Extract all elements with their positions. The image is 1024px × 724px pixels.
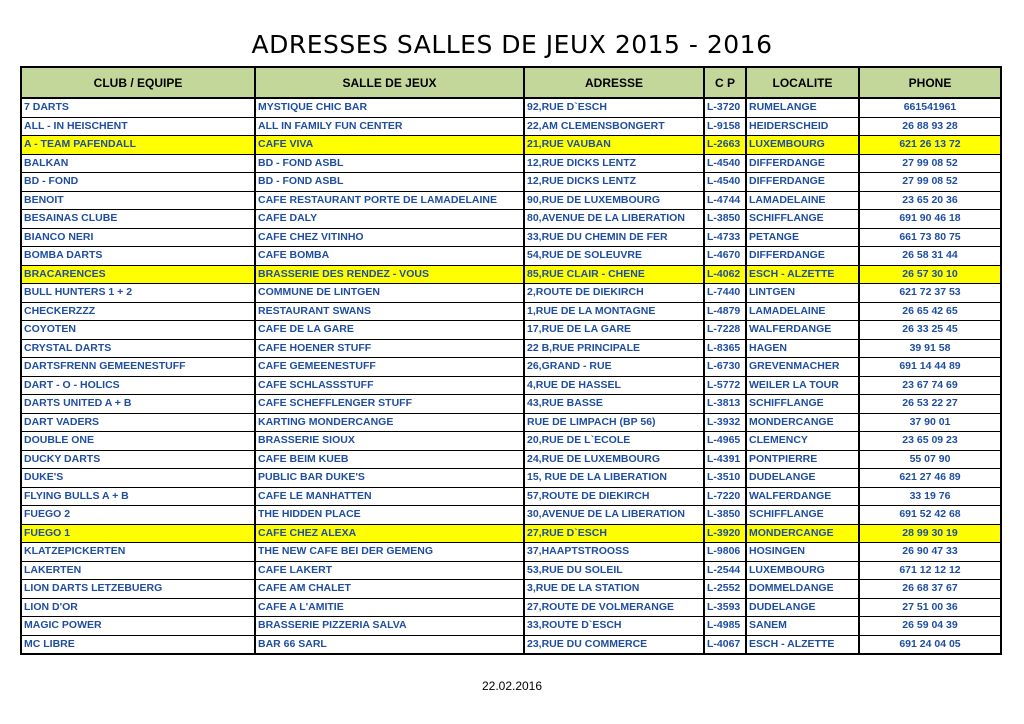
table-row <box>21 413 1001 432</box>
table-row <box>21 284 1001 303</box>
cell-club: CRYSTAL DARTS <box>21 339 255 358</box>
cell-localite: HAGEN <box>746 339 859 358</box>
cell-cp: L-2544 <box>704 561 746 580</box>
cell-club: BOMBA DARTS <box>21 247 255 266</box>
cell-salle: THE HIDDEN PLACE <box>255 506 524 525</box>
cell-club: MAGIC POWER <box>21 617 255 636</box>
cell-salle: CAFE BOMBA <box>255 247 524 266</box>
cell-cp: L-8365 <box>704 339 746 358</box>
column-header-club: CLUB / EQUIPE <box>21 67 255 98</box>
cell-phone: 26 33 25 45 <box>859 321 1001 340</box>
cell-phone: 661 73 80 75 <box>859 228 1001 247</box>
cell-salle: CAFE VIVA <box>255 136 524 155</box>
cell-phone: 27 51 00 36 <box>859 598 1001 617</box>
cell-salle: CAFE SCHLASSSTUFF <box>255 376 524 395</box>
cell-salle: ALL IN FAMILY FUN CENTER <box>255 117 524 136</box>
cell-localite: LUXEMBOURG <box>746 561 859 580</box>
cell-salle: CAFE AM CHALET <box>255 580 524 599</box>
cell-cp: L-9806 <box>704 543 746 562</box>
cell-club: FUEGO 1 <box>21 524 255 543</box>
cell-localite: DUDELANGE <box>746 469 859 488</box>
column-header-phone: PHONE <box>859 67 1001 98</box>
cell-localite: LUXEMBOURG <box>746 136 859 155</box>
cell-salle: COMMUNE DE LINTGEN <box>255 284 524 303</box>
column-header-adresse: ADRESSE <box>524 67 704 98</box>
cell-phone: 26 57 30 10 <box>859 265 1001 284</box>
table-row <box>21 117 1001 136</box>
cell-cp: L-2663 <box>704 136 746 155</box>
table-row <box>21 395 1001 414</box>
cell-localite: SCHIFFLANGE <box>746 506 859 525</box>
cell-phone: 27 99 08 52 <box>859 154 1001 173</box>
cell-localite: GREVENMACHER <box>746 358 859 377</box>
cell-adresse: 27,ROUTE DE VOLMERANGE <box>524 598 704 617</box>
table-row <box>21 617 1001 636</box>
cell-localite: WALFERDANGE <box>746 487 859 506</box>
cell-phone: 39 91 58 <box>859 339 1001 358</box>
cell-cp: L-3920 <box>704 524 746 543</box>
cell-cp: L-3850 <box>704 506 746 525</box>
cell-adresse: 22,AM CLEMENSBONGERT <box>524 117 704 136</box>
table-row <box>21 358 1001 377</box>
cell-localite: WALFERDANGE <box>746 321 859 340</box>
cell-salle: CAFE SCHEFFLENGER STUFF <box>255 395 524 414</box>
cell-adresse: 53,RUE DU SOLEIL <box>524 561 704 580</box>
cell-club: DARTS UNITED A + B <box>21 395 255 414</box>
table-row <box>21 432 1001 451</box>
cell-cp: L-4062 <box>704 265 746 284</box>
cell-salle: KARTING MONDERCANGE <box>255 413 524 432</box>
cell-club: 7 DARTS <box>21 98 255 117</box>
cell-cp: L-4067 <box>704 635 746 654</box>
table-row <box>21 98 1001 117</box>
cell-salle: CAFE HOENER STUFF <box>255 339 524 358</box>
cell-salle: PUBLIC BAR DUKE'S <box>255 469 524 488</box>
cell-salle: CAFE DE LA GARE <box>255 321 524 340</box>
cell-adresse: 17,RUE DE LA GARE <box>524 321 704 340</box>
cell-localite: ESCH - ALZETTE <box>746 265 859 284</box>
cell-cp: L-4965 <box>704 432 746 451</box>
cell-adresse: 85,RUE CLAIR - CHENE <box>524 265 704 284</box>
cell-cp: L-3510 <box>704 469 746 488</box>
cell-adresse: 43,RUE BASSE <box>524 395 704 414</box>
cell-cp: L-9158 <box>704 117 746 136</box>
column-header-cp: C P <box>704 67 746 98</box>
cell-phone: 621 72 37 53 <box>859 284 1001 303</box>
table-row <box>21 524 1001 543</box>
cell-cp: L-4391 <box>704 450 746 469</box>
table-row <box>21 635 1001 654</box>
cell-adresse: 90,RUE DE LUXEMBOURG <box>524 191 704 210</box>
cell-adresse: 12,RUE DICKS LENTZ <box>524 154 704 173</box>
cell-cp: L-4540 <box>704 154 746 173</box>
cell-phone: 23 67 74 69 <box>859 376 1001 395</box>
cell-salle: CAFE LAKERT <box>255 561 524 580</box>
cell-phone: 37 90 01 <box>859 413 1001 432</box>
cell-localite: LAMADELAINE <box>746 302 859 321</box>
cell-adresse: 27,RUE D`ESCH <box>524 524 704 543</box>
cell-phone: 26 65 42 65 <box>859 302 1001 321</box>
table-row <box>21 154 1001 173</box>
cell-club: LION DARTS LETZEBUERG <box>21 580 255 599</box>
cell-localite: HEIDERSCHEID <box>746 117 859 136</box>
cell-localite: PONTPIERRE <box>746 450 859 469</box>
cell-cp: L-2552 <box>704 580 746 599</box>
cell-cp: L-7440 <box>704 284 746 303</box>
cell-phone: 691 52 42 68 <box>859 506 1001 525</box>
cell-adresse: 37,HAAPTSTROOSS <box>524 543 704 562</box>
cell-club: DART - O - HOLICS <box>21 376 255 395</box>
cell-club: LION D'OR <box>21 598 255 617</box>
table-row <box>21 469 1001 488</box>
cell-salle: BD - FOND ASBL <box>255 154 524 173</box>
cell-club: BRACARENCES <box>21 265 255 284</box>
cell-phone: 28 99 30 19 <box>859 524 1001 543</box>
cell-localite: DOMMELDANGE <box>746 580 859 599</box>
document-date: 22.02.2016 <box>481 679 543 693</box>
cell-phone: 23 65 20 36 <box>859 191 1001 210</box>
cell-phone: 33 19 76 <box>859 487 1001 506</box>
cell-club: FLYING BULLS A + B <box>21 487 255 506</box>
table-row <box>21 561 1001 580</box>
cell-localite: DIFFERDANGE <box>746 247 859 266</box>
cell-club: LAKERTEN <box>21 561 255 580</box>
cell-cp: L-7220 <box>704 487 746 506</box>
cell-localite: DUDELANGE <box>746 598 859 617</box>
cell-cp: L-4985 <box>704 617 746 636</box>
cell-club: DUKE'S <box>21 469 255 488</box>
table-row <box>21 598 1001 617</box>
cell-cp: L-4879 <box>704 302 746 321</box>
cell-localite: MONDERCANGE <box>746 524 859 543</box>
table-row <box>21 173 1001 192</box>
cell-salle: THE NEW CAFE BEI DER GEMENG <box>255 543 524 562</box>
table-row <box>21 210 1001 229</box>
cell-phone: 691 14 44 89 <box>859 358 1001 377</box>
cell-localite: WEILER LA TOUR <box>746 376 859 395</box>
table-row <box>21 247 1001 266</box>
cell-adresse: 80,AVENUE DE LA LIBERATION <box>524 210 704 229</box>
column-header-salle: SALLE DE JEUX <box>255 67 524 98</box>
cell-adresse: RUE DE LIMPACH (BP 56) <box>524 413 704 432</box>
cell-adresse: 22 B,RUE PRINCIPALE <box>524 339 704 358</box>
cell-club: CHECKERZZZ <box>21 302 255 321</box>
cell-phone: 23 65 09 23 <box>859 432 1001 451</box>
cell-adresse: 26,GRAND - RUE <box>524 358 704 377</box>
cell-salle: BRASSERIE PIZZERIA SALVA <box>255 617 524 636</box>
cell-salle: BRASSERIE SIOUX <box>255 432 524 451</box>
cell-salle: CAFE GEMEENESTUFF <box>255 358 524 377</box>
table-header-row <box>21 67 1001 98</box>
cell-adresse: 23,RUE DU COMMERCE <box>524 635 704 654</box>
cell-phone: 691 24 04 05 <box>859 635 1001 654</box>
cell-salle: CAFE DALY <box>255 210 524 229</box>
cell-club: BIANCO NERI <box>21 228 255 247</box>
column-header-localite: LOCALITE <box>746 67 859 98</box>
cell-adresse: 92,RUE D`ESCH <box>524 98 704 117</box>
cell-phone: 661541961 <box>859 98 1001 117</box>
cell-adresse: 33,RUE DU CHEMIN DE FER <box>524 228 704 247</box>
cell-phone: 26 88 93 28 <box>859 117 1001 136</box>
cell-phone: 26 68 37 67 <box>859 580 1001 599</box>
cell-adresse: 2,ROUTE DE DIEKIRCH <box>524 284 704 303</box>
cell-club: FUEGO 2 <box>21 506 255 525</box>
cell-cp: L-3932 <box>704 413 746 432</box>
cell-localite: RUMELANGE <box>746 98 859 117</box>
cell-cp: L-3813 <box>704 395 746 414</box>
cell-cp: L-3593 <box>704 598 746 617</box>
cell-salle: CAFE BEIM KUEB <box>255 450 524 469</box>
cell-localite: DIFFERDANGE <box>746 154 859 173</box>
cell-salle: BAR 66 SARL <box>255 635 524 654</box>
table-row <box>21 321 1001 340</box>
cell-club: ALL - IN HEISCHENT <box>21 117 255 136</box>
cell-phone: 26 59 04 39 <box>859 617 1001 636</box>
cell-club: A - TEAM PAFENDALL <box>21 136 255 155</box>
cell-cp: L-6730 <box>704 358 746 377</box>
cell-localite: PETANGE <box>746 228 859 247</box>
cell-salle: CAFE A L'AMITIE <box>255 598 524 617</box>
cell-localite: MONDERCANGE <box>746 413 859 432</box>
table-row <box>21 450 1001 469</box>
cell-localite: DIFFERDANGE <box>746 173 859 192</box>
cell-club: DUCKY DARTS <box>21 450 255 469</box>
cell-phone: 691 90 46 18 <box>859 210 1001 229</box>
cell-adresse: 4,RUE DE HASSEL <box>524 376 704 395</box>
cell-cp: L-5772 <box>704 376 746 395</box>
cell-club: BESAINAS CLUBE <box>21 210 255 229</box>
cell-club: MC LIBRE <box>21 635 255 654</box>
cell-phone: 621 26 13 72 <box>859 136 1001 155</box>
cell-adresse: 24,RUE DE LUXEMBOURG <box>524 450 704 469</box>
cell-club: DARTSFRENN GEMEENESTUFF <box>21 358 255 377</box>
cell-salle: BD - FOND ASBL <box>255 173 524 192</box>
table-row <box>21 339 1001 358</box>
cell-adresse: 57,ROUTE DE DIEKIRCH <box>524 487 704 506</box>
cell-salle: MYSTIQUE CHIC BAR <box>255 98 524 117</box>
cell-cp: L-4670 <box>704 247 746 266</box>
cell-cp: L-7228 <box>704 321 746 340</box>
cell-cp: L-4540 <box>704 173 746 192</box>
cell-salle: CAFE CHEZ VITINHO <box>255 228 524 247</box>
page-title: ADRESSES SALLES DE JEUX 2015 - 2016 <box>251 30 773 59</box>
cell-adresse: 54,RUE DE SOLEUVRE <box>524 247 704 266</box>
cell-adresse: 30,AVENUE DE LA LIBERATION <box>524 506 704 525</box>
cell-salle: RESTAURANT SWANS <box>255 302 524 321</box>
cell-salle: CAFE LE MANHATTEN <box>255 487 524 506</box>
table-row <box>21 506 1001 525</box>
table-row <box>21 302 1001 321</box>
cell-salle: CAFE CHEZ ALEXA <box>255 524 524 543</box>
table-row <box>21 376 1001 395</box>
table-row <box>21 580 1001 599</box>
cell-phone: 26 53 22 27 <box>859 395 1001 414</box>
cell-localite: SCHIFFLANGE <box>746 395 859 414</box>
cell-adresse: 20,RUE DE L`ECOLE <box>524 432 704 451</box>
cell-club: DART VADERS <box>21 413 255 432</box>
cell-club: BULL HUNTERS 1 + 2 <box>21 284 255 303</box>
cell-localite: SANEM <box>746 617 859 636</box>
cell-localite: LINTGEN <box>746 284 859 303</box>
cell-cp: L-3850 <box>704 210 746 229</box>
cell-club: DOUBLE ONE <box>21 432 255 451</box>
cell-adresse: 15, RUE DE LA LIBERATION <box>524 469 704 488</box>
cell-salle: CAFE RESTAURANT PORTE DE LAMADELAINE <box>255 191 524 210</box>
cell-cp: L-4744 <box>704 191 746 210</box>
clubs-table <box>20 66 1002 655</box>
cell-adresse: 1,RUE DE LA MONTAGNE <box>524 302 704 321</box>
cell-salle: BRASSERIE DES RENDEZ - VOUS <box>255 265 524 284</box>
table-row <box>21 191 1001 210</box>
cell-phone: 27 99 08 52 <box>859 173 1001 192</box>
cell-club: KLATZEPICKERTEN <box>21 543 255 562</box>
cell-club: BD - FOND <box>21 173 255 192</box>
cell-localite: ESCH - ALZETTE <box>746 635 859 654</box>
cell-phone: 26 58 31 44 <box>859 247 1001 266</box>
cell-adresse: 3,RUE DE LA STATION <box>524 580 704 599</box>
table-row <box>21 543 1001 562</box>
cell-club: BALKAN <box>21 154 255 173</box>
cell-adresse: 21,RUE VAUBAN <box>524 136 704 155</box>
cell-club: COYOTEN <box>21 321 255 340</box>
cell-phone: 26 90 47 33 <box>859 543 1001 562</box>
cell-localite: SCHIFFLANGE <box>746 210 859 229</box>
cell-adresse: 33,ROUTE D`ESCH <box>524 617 704 636</box>
cell-localite: HOSINGEN <box>746 543 859 562</box>
table-row <box>21 487 1001 506</box>
cell-phone: 55 07 90 <box>859 450 1001 469</box>
cell-cp: L-4733 <box>704 228 746 247</box>
cell-localite: LAMADELAINE <box>746 191 859 210</box>
cell-phone: 621 27 46 89 <box>859 469 1001 488</box>
cell-cp: L-3720 <box>704 98 746 117</box>
table-row <box>21 136 1001 155</box>
cell-adresse: 12,RUE DICKS LENTZ <box>524 173 704 192</box>
table-row <box>21 228 1001 247</box>
table-row <box>21 265 1001 284</box>
cell-club: BENOIT <box>21 191 255 210</box>
cell-localite: CLEMENCY <box>746 432 859 451</box>
cell-phone: 671 12 12 12 <box>859 561 1001 580</box>
